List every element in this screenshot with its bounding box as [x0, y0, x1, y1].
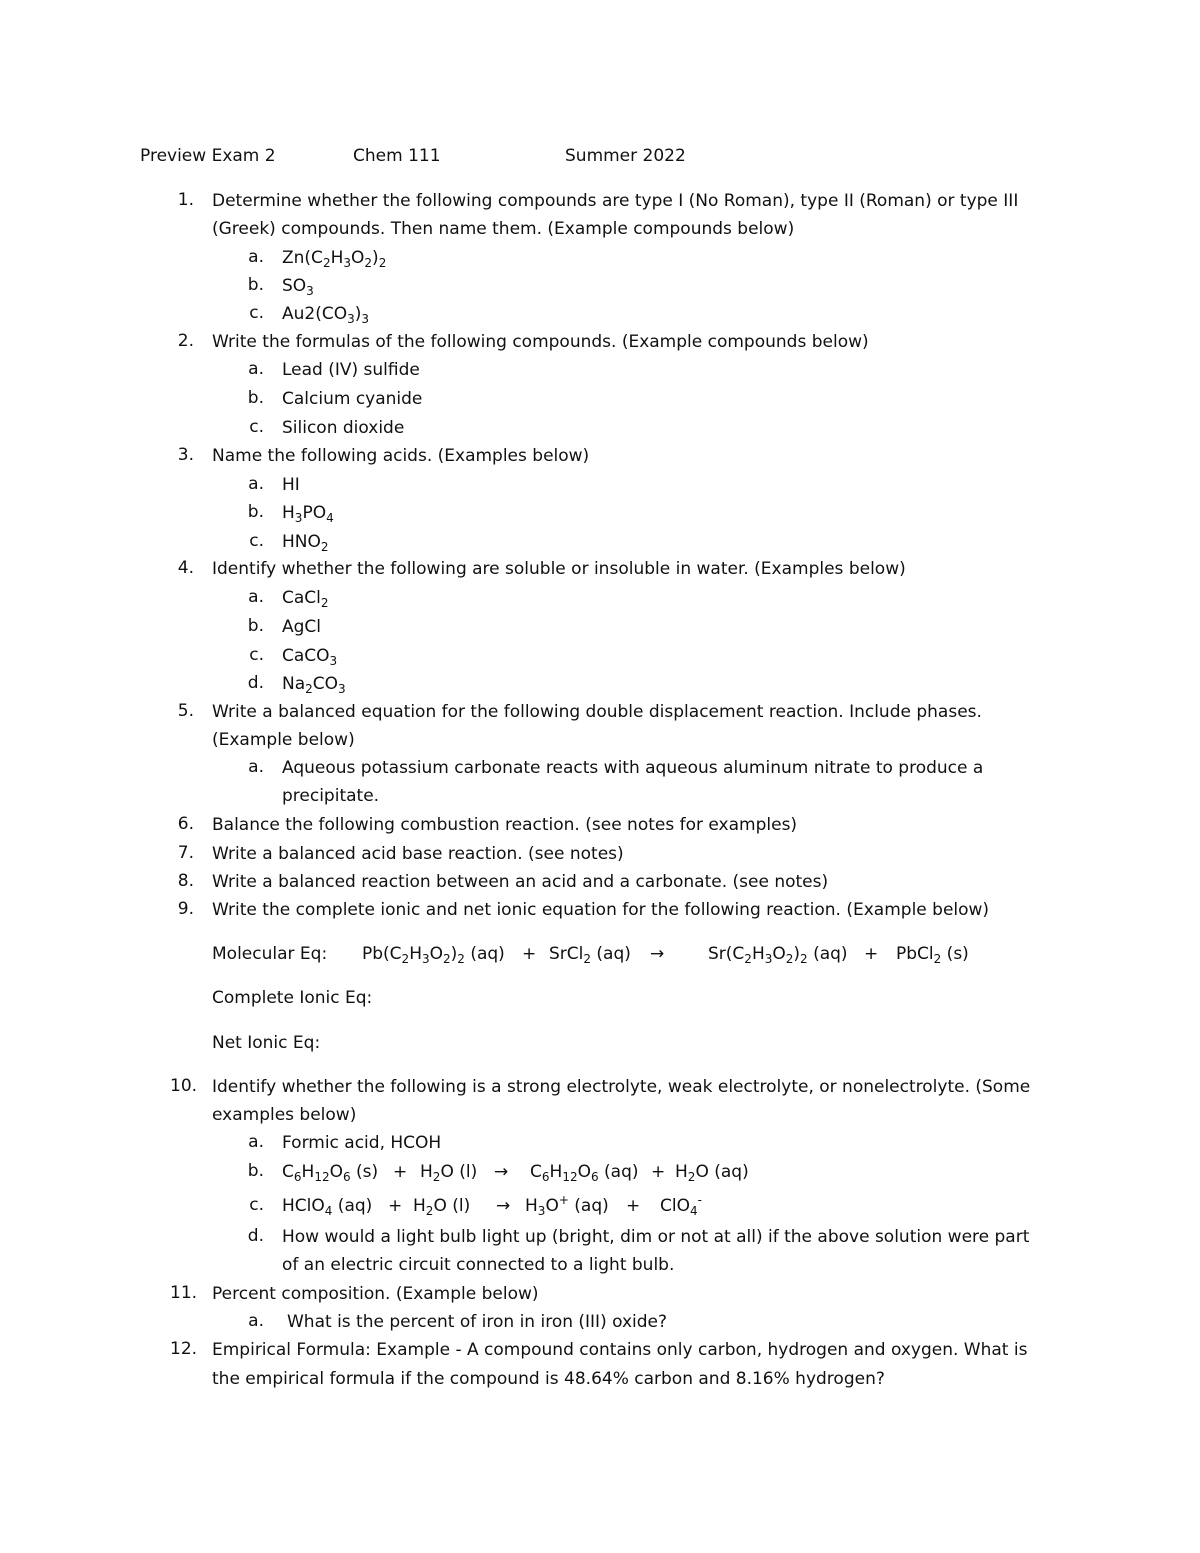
question-text: Write the formulas of the following compounds. (Example compounds below)	[212, 332, 869, 352]
formula: $Zn(C_2H_3O_2)_2$	[282, 248, 387, 270]
item-letter: c.	[249, 531, 264, 551]
equation-term: PbCl$_2$ (s)	[896, 944, 969, 966]
item-letter: b.	[247, 1161, 264, 1181]
question-text: Percent composition. (Example below)	[212, 1284, 539, 1304]
equation-term: ClO$_4$-	[660, 1193, 702, 1218]
question-text: Balance the following combustion reaction. (see notes for examples)	[212, 815, 798, 835]
plus-sign: +	[651, 1162, 666, 1182]
item-letter: b.	[247, 388, 264, 408]
equation-term: HClO$_4$ (aq)	[282, 1196, 373, 1218]
question-text: Identify whether the following is a strong electrolyte, weak electrolyte, or nonelectrolyte. (Some	[212, 1077, 1031, 1097]
complete-ionic-label: Complete Ionic Eq:	[212, 988, 373, 1008]
exam-title: Preview Exam 2	[140, 146, 276, 166]
question-number: 9.	[177, 899, 194, 919]
item-letter: a.	[248, 474, 264, 494]
formula: CaCl$_2$	[282, 588, 329, 610]
arrow-icon: →	[650, 944, 665, 964]
question-number: 1.	[177, 190, 194, 210]
item-letter: a.	[248, 1132, 264, 1152]
item-letter: d.	[247, 673, 264, 693]
formula: $Au2(CO_3)_3$	[282, 304, 370, 326]
item-letter: a.	[248, 587, 264, 607]
plus-sign: +	[393, 1162, 408, 1182]
item-letter: c.	[249, 303, 264, 323]
item-text: What is the percent of iron in iron (III) oxide?	[287, 1312, 668, 1332]
item-text: How would a light bulb light up (bright, dim or not at all) if the above solution were part	[282, 1227, 1030, 1247]
question-text: Write a balanced reaction between an acid and a carbonate. (see notes)	[212, 872, 829, 892]
question-number: 5.	[177, 701, 194, 721]
question-number: 3.	[177, 445, 194, 465]
item-text: of an electric circuit connected to a light bulb.	[282, 1255, 675, 1275]
item-text: Silicon dioxide	[282, 418, 405, 438]
question-number: 6.	[177, 814, 194, 834]
term: Summer 2022	[565, 146, 686, 166]
question-text: the empirical formula if the compound is 48.64% carbon and 8.16% hydrogen?	[212, 1369, 885, 1389]
item-letter: a.	[248, 247, 264, 267]
plus-sign: +	[626, 1196, 641, 1216]
net-ionic-label: Net Ionic Eq:	[212, 1033, 321, 1053]
formula: CaCO$_3$	[282, 646, 338, 668]
question-text: Determine whether the following compounds are type I (No Roman), type II (Roman) or type III	[212, 191, 1019, 211]
plus-sign: +	[522, 944, 537, 964]
item-text: Aqueous potassium carbonate reacts with aqueous aluminum nitrate to produce a	[282, 758, 984, 778]
question-text: (Greek) compounds. Then name them. (Example compounds below)	[212, 219, 795, 239]
formula: $SO_3$	[282, 276, 314, 298]
equation-term: $Pb(C_2H_3O_2)_2$ (aq)	[362, 944, 505, 966]
item-letter: b.	[247, 275, 264, 295]
item-letter: b.	[247, 502, 264, 522]
item-letter: b.	[247, 616, 264, 636]
formula: $H_3PO_4$	[282, 503, 334, 525]
item-letter: c.	[249, 645, 264, 665]
formula: HI	[282, 475, 300, 495]
question-number: 7.	[177, 843, 194, 863]
item-text: Calcium cyanide	[282, 389, 423, 409]
item-text: Lead (IV) sulfide	[282, 360, 420, 380]
question-number: 2.	[177, 331, 194, 351]
formula: $HNO_2$	[282, 532, 329, 554]
equation-term: $H_3O^+$ (aq)	[525, 1193, 609, 1218]
question-text: examples below)	[212, 1105, 357, 1125]
question-number: 4.	[177, 558, 194, 578]
item-letter: d.	[247, 1226, 264, 1246]
question-text: Identify whether the following are soluble or insoluble in water. (Examples below)	[212, 559, 906, 579]
formula: $Na_2CO_3$	[282, 674, 346, 696]
question-text: Write a balanced equation for the following double displacement reaction. Include phases.	[212, 702, 982, 722]
item-text: precipitate.	[282, 786, 380, 806]
equation-term: $C_6H_{12}O_6$ (s)	[282, 1162, 379, 1184]
equation-term: SrCl$_2$ (aq)	[549, 944, 631, 966]
item-letter: a.	[248, 359, 264, 379]
equation-term: $Sr(C_2H_3O_2)_2$ (aq)	[708, 944, 848, 966]
question-text: Name the following acids. (Examples below)	[212, 446, 590, 466]
arrow-icon: →	[496, 1196, 511, 1216]
item-letter: a.	[248, 757, 264, 777]
question-number: 11.	[170, 1283, 198, 1303]
item-text: Formic acid, HCOH	[282, 1133, 442, 1153]
question-text: Empirical Formula: Example - A compound contains only carbon, hydrogen and oxygen. What is	[212, 1340, 1028, 1360]
equation-term: $C_6H_{12}O_6$ (aq)	[530, 1162, 639, 1184]
item-letter: a.	[248, 1311, 264, 1331]
arrow-icon: →	[494, 1162, 509, 1182]
question-number: 8.	[177, 871, 194, 891]
equation-term: $H_2O$ (aq)	[675, 1162, 749, 1184]
course-name: Chem 111	[353, 146, 441, 166]
question-text: Write the complete ionic and net ionic equation for the following reaction. (Example below)	[212, 900, 990, 920]
question-text: Write a balanced acid base reaction. (see notes)	[212, 844, 624, 864]
equation-term: $H_2O$ (l)	[420, 1162, 478, 1184]
item-letter: c.	[249, 417, 264, 437]
plus-sign: +	[388, 1196, 403, 1216]
equation-term: $H_2O$ (l)	[413, 1196, 471, 1218]
plus-sign: +	[864, 944, 879, 964]
item-letter: c.	[249, 1195, 264, 1215]
formula: AgCl	[282, 617, 322, 637]
molecular-eq-label: Molecular Eq:	[212, 944, 328, 964]
question-text: (Example below)	[212, 730, 355, 750]
question-number: 12.	[170, 1339, 198, 1359]
question-number: 10.	[170, 1076, 198, 1096]
